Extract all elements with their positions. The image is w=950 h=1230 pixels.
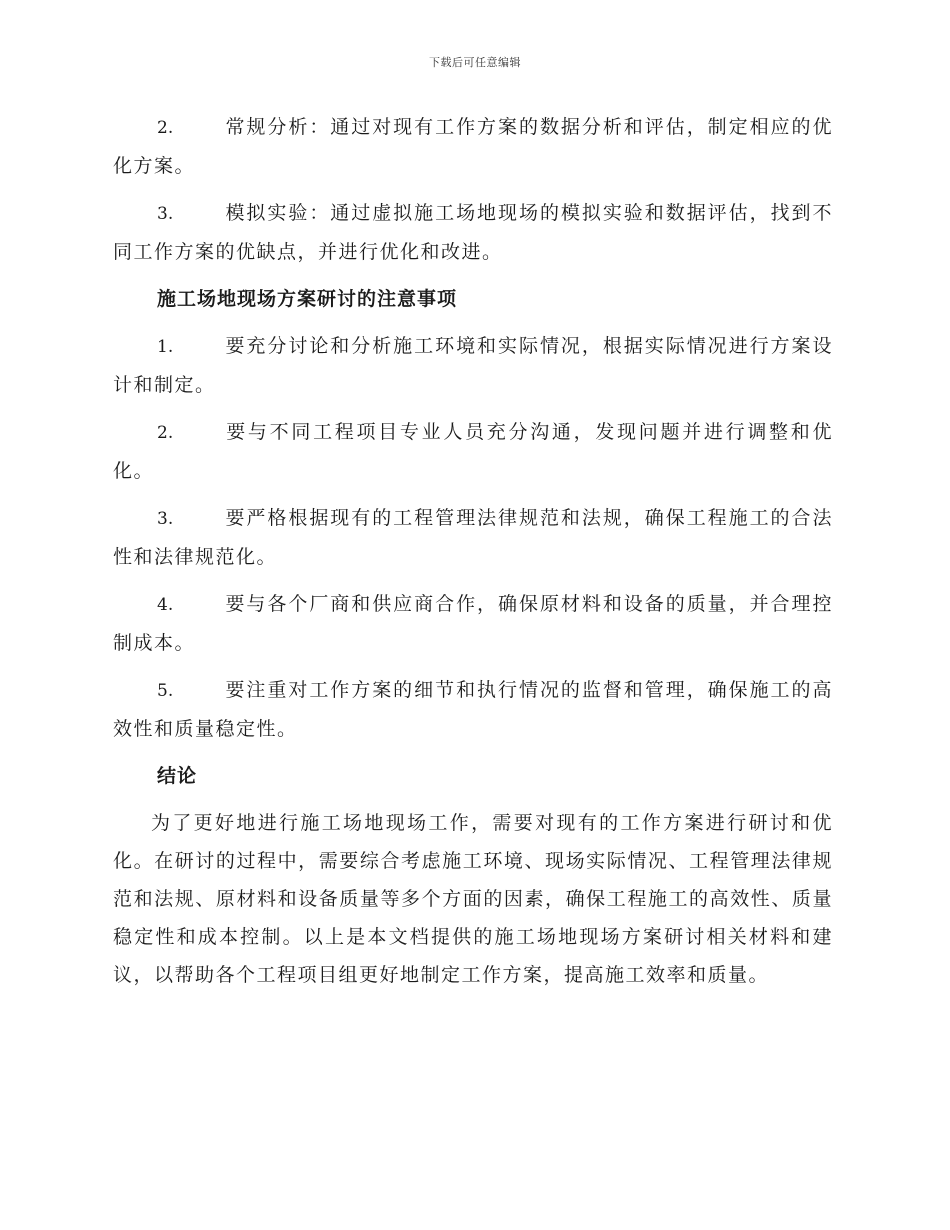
list-item xyxy=(113,585,833,662)
list-item-text: 模拟实验：通过虚拟施工场地现场的模拟实验和数据评估，找到不同工作方案的优缺点，并进行优化和改进。 xyxy=(113,202,833,263)
list-item xyxy=(113,108,833,185)
list-item-number: 5. xyxy=(157,681,174,701)
list-item xyxy=(113,194,833,271)
list-item xyxy=(113,671,833,748)
list-item xyxy=(113,327,833,404)
list-item-text: 常规分析：通过对现有工作方案的数据分析和评估，制定相应的优化方案。 xyxy=(113,116,833,177)
list-item-text: 要充分讨论和分析施工环境和实际情况，根据实际情况进行方案设计和制定。 xyxy=(113,335,833,396)
list-item-text: 要严格根据现有的工程管理法律规范和法规，确保工程施工的合法性和法律规范化。 xyxy=(113,507,833,568)
list-item-number: 3. xyxy=(157,509,174,529)
document-body xyxy=(113,108,833,994)
list-item-number: 2. xyxy=(157,423,174,443)
list-item xyxy=(113,499,833,576)
page-header: 下载后可任意编辑 xyxy=(429,56,521,69)
list-item-number: 4. xyxy=(157,595,174,615)
list-item-number: 3. xyxy=(157,204,174,224)
list-item xyxy=(113,413,833,490)
conclusion-heading: 结论 xyxy=(157,765,198,787)
list-item-number: 2. xyxy=(157,118,174,138)
conclusion-paragraph: 为了更好地进行施工场地现场工作，需要对现有的工作方案进行研讨和优化。在研讨的过程中，需要综合考虑施工环境、现场实际情况、工程管理法律规范和法规、原材料和设备质量等多个方面的因素，确保工程施工的高效性、质量稳定性和成本控制。以上是本文档提供的施工场地现场方案研讨相关材料和建议，以帮助各个工程项目组更好地制定工作方案，提高施工效率和质量。 xyxy=(113,812,833,986)
list-item-number: 1. xyxy=(157,337,174,357)
list-item-text: 要与各个厂商和供应商合作，确保原材料和设备的质量，并合理控制成本。 xyxy=(113,593,833,654)
list-item-text: 要注重对工作方案的细节和执行情况的监督和管理，确保施工的高效性和质量稳定性。 xyxy=(113,679,833,740)
list-item-text: 要与不同工程项目专业人员充分沟通，发现问题并进行调整和优化。 xyxy=(113,421,833,482)
section-heading: 施工场地现场方案研讨的注意事项 xyxy=(157,288,458,310)
